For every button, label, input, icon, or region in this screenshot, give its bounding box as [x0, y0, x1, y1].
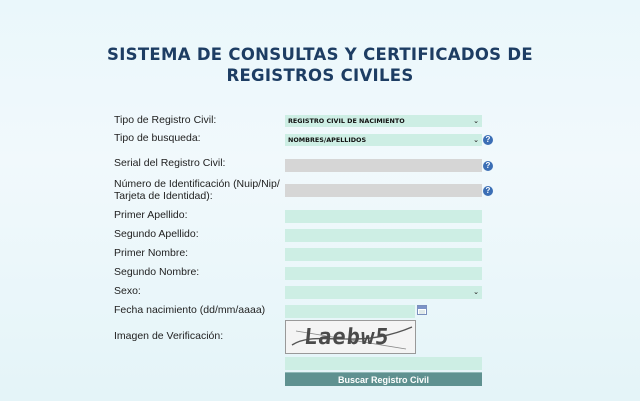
- segundo-nombre-input[interactable]: [285, 267, 482, 280]
- tipo-busqueda-value: NOMBRES/APELLIDOS: [288, 136, 367, 144]
- chevron-down-icon: ⌄: [473, 117, 479, 125]
- primer-apellido-input[interactable]: [285, 210, 482, 223]
- question-circle-icon[interactable]: ?: [483, 135, 493, 145]
- identificacion-label-line2: Tarjeta de Identidad):: [114, 190, 213, 202]
- segundo-apellido-label: Segundo Apellido:: [114, 228, 199, 240]
- page-title: [0, 44, 640, 86]
- segundo-nombre-label: Segundo Nombre:: [114, 266, 200, 278]
- page-title-line2: REGISTROS CIVILES: [226, 66, 414, 85]
- sexo-label: Sexo:: [114, 285, 141, 297]
- identificacion-label: [114, 178, 280, 202]
- fecha-nacimiento-label: Fecha nacimiento (dd/mm/aaaa): [114, 304, 266, 316]
- tipo-registro-value: REGISTRO CIVIL DE NACIMIENTO: [288, 117, 405, 125]
- segundo-apellido-input[interactable]: [285, 229, 482, 242]
- tipo-registro-label: Tipo de Registro Civil:: [114, 114, 217, 126]
- primer-nombre-input[interactable]: [285, 248, 482, 261]
- fecha-nacimiento-input[interactable]: [285, 305, 415, 318]
- buscar-registro-button[interactable]: Buscar Registro Civil: [285, 372, 482, 386]
- captcha-input[interactable]: [285, 357, 482, 370]
- captcha-text: Laebw5: [302, 325, 391, 350]
- chevron-down-icon: ⌄: [473, 136, 479, 144]
- page-title-line1: SISTEMA DE CONSULTAS Y CERTIFICADOS DE: [107, 45, 533, 64]
- tipo-busqueda-select[interactable]: [285, 134, 482, 146]
- sexo-select[interactable]: [285, 286, 482, 299]
- verificacion-label: Imagen de Verificación:: [114, 330, 224, 342]
- primer-nombre-label: Primer Nombre:: [114, 247, 189, 259]
- question-circle-icon[interactable]: ?: [483, 186, 493, 196]
- identificacion-input[interactable]: [285, 184, 482, 197]
- tipo-busqueda-label: Tipo de busqueda:: [114, 132, 201, 144]
- primer-apellido-label: Primer Apellido:: [114, 209, 188, 221]
- serial-input[interactable]: [285, 159, 482, 172]
- serial-label: Serial del Registro Civil:: [114, 157, 226, 169]
- chevron-down-icon: ⌄: [473, 288, 479, 296]
- tipo-registro-select[interactable]: [285, 115, 482, 127]
- calendar-icon[interactable]: [417, 305, 427, 315]
- identificacion-label-line1: Número de Identificación (Nuip/Nip/: [114, 178, 280, 190]
- question-circle-icon[interactable]: ?: [483, 161, 493, 171]
- captcha-image: [285, 320, 416, 354]
